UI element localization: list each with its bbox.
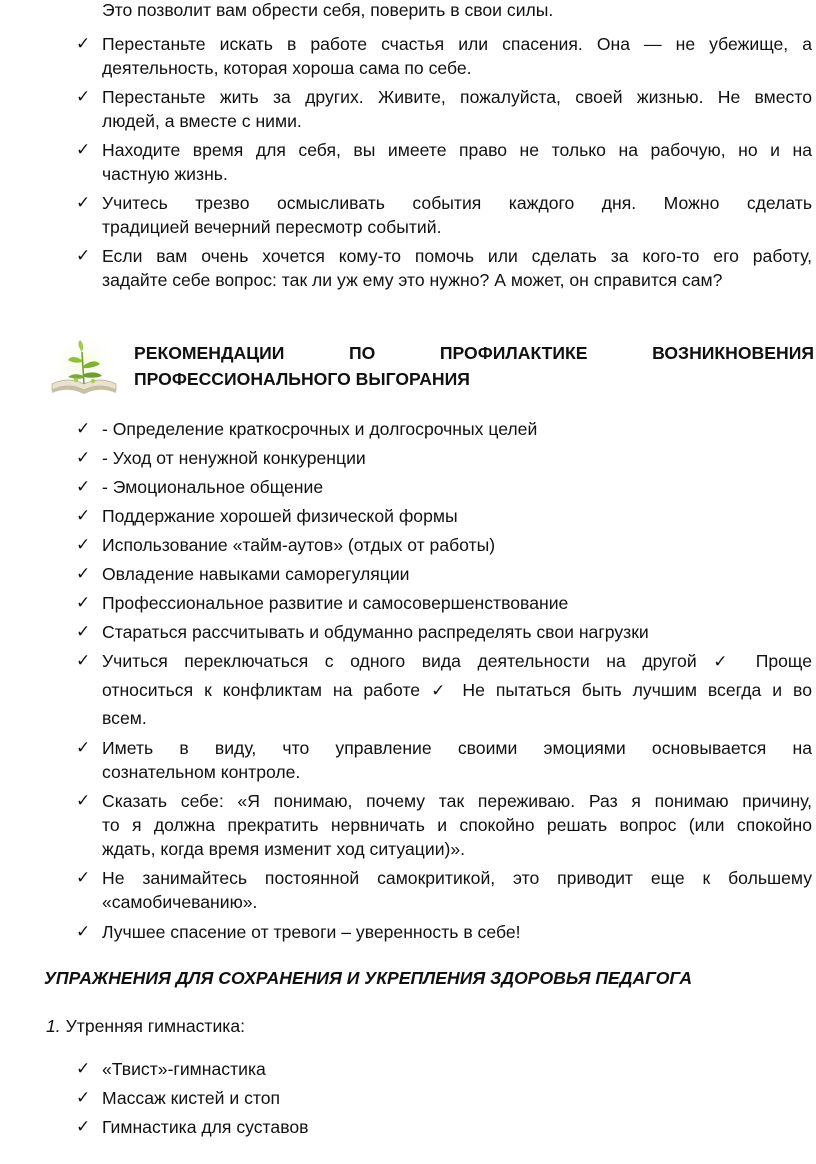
- check-icon: ✓: [76, 535, 91, 554]
- rec-more-2-line-2: то я должна прекратить нервничать и спокойно решать вопрос (или спокойно: [102, 815, 812, 835]
- check-icon: ✓: [76, 1117, 91, 1136]
- exercise-number: 1.: [46, 1016, 61, 1036]
- rec-item-7: Профессиональное развитие и самосовершенствование: [102, 593, 569, 613]
- check-icon: ✓: [76, 419, 91, 438]
- rec-item-3: - Эмоциональное общение: [102, 477, 324, 497]
- tip-2-line-1: Перестаньте жить за других. Живите, пожалуйста, своей жизнью. Не вместо: [102, 87, 812, 107]
- rec-combined-line-3: всем.: [102, 708, 147, 728]
- rec-combined-part-4: Не пытаться быть лучшим всегда и во: [462, 680, 812, 700]
- tip-3-line-2: частную жизнь.: [102, 164, 228, 184]
- heading-line-2: ПРОФЕССИОНАЛЬНОГО ВЫГОРАНИЯ: [134, 369, 470, 389]
- rec-combined-line-1: [102, 649, 812, 674]
- check-icon: ✓: [76, 564, 91, 583]
- check-icon: ✓: [76, 738, 91, 757]
- check-icon: ✓: [76, 791, 91, 810]
- rec-item-4: Поддержание хорошей физической формы: [102, 506, 458, 526]
- exercise-1-heading: [46, 1014, 245, 1038]
- rec-more-3-line-1: Не занимайтесь постоянной самокритикой, это приводит еще к большему: [102, 868, 812, 888]
- rec-more-3-line-2: «самобичеванию».: [102, 892, 258, 912]
- check-icon: ✓: [76, 34, 91, 53]
- exercise-label: Утренняя гимнастика:: [65, 1016, 246, 1036]
- rec-item-6: Овладение навыками саморегуляции: [102, 564, 410, 584]
- exercise-item-2: Массаж кистей и стоп: [102, 1088, 281, 1108]
- tip-5-line-2: задайте себе вопрос: так ли уж ему это нужно? А может, он справится сам?: [102, 270, 723, 290]
- tip-1-line-2: деятельность, которая хороша сама по себе.: [102, 58, 472, 78]
- check-icon: ✓: [76, 1059, 91, 1078]
- check-icon: ✓: [76, 448, 91, 467]
- check-icon: ✓: [76, 651, 91, 670]
- check-icon: ✓: [76, 506, 91, 525]
- check-icon: ✓: [76, 593, 91, 612]
- rec-item-1: - Определение краткосрочных и долгосрочных целей: [102, 419, 538, 439]
- exercise-item-3: Гимнастика для суставов: [102, 1117, 309, 1137]
- rec-combined-part-3: относиться к конфликтам на работе: [102, 680, 421, 700]
- check-icon: ✓: [76, 193, 91, 212]
- rec-combined-part-2: Проще: [755, 651, 812, 671]
- check-icon: ✓: [76, 246, 91, 265]
- check-icon: ✓: [76, 87, 91, 106]
- check-icon: ✓: [76, 1088, 91, 1107]
- heading-line-1: РЕКОМЕНДАЦИИ ПО ПРОФИЛАКТИКЕ ВОЗНИКНОВЕНИЯ: [134, 343, 814, 363]
- tip-5-line-1: Если вам очень хочется кому-то помочь или сделать за кого-то его работу,: [102, 246, 812, 266]
- tip-3-line-1: Находите время для себя, вы имеете право не только на рабочую, но и на: [102, 140, 812, 160]
- rec-item-2: - Уход от ненужной конкуренции: [102, 448, 366, 468]
- rec-item-5: Использование «тайм-аутов» (отдых от работы): [102, 535, 496, 555]
- rec-more-1-line-2: сознательном контроле.: [102, 762, 301, 782]
- book-sprout-illustration: [46, 338, 122, 398]
- check-icon: ✓: [76, 922, 91, 941]
- exercise-item-1: «Твист»-гимнастика: [102, 1059, 266, 1079]
- tip-4-line-2: традицией вечерний пересмотр событий.: [102, 217, 442, 237]
- check-icon: ✓: [431, 681, 452, 700]
- check-icon: ✓: [76, 140, 91, 159]
- check-icon: ✓: [76, 868, 91, 887]
- rec-combined-part-1: Учиться переключаться с одного вида деятельности на другой: [102, 651, 697, 671]
- tip-2-line-2: людей, а вместе с ними.: [102, 111, 302, 131]
- rec-combined-line-2: [102, 678, 812, 703]
- rec-more-1-line-1: Иметь в виду, что управление своими эмоциями основывается на: [102, 738, 812, 758]
- tip-1-line-1: Перестаньте искать в работе счастья или спасения. Она — не убежище, а: [102, 34, 812, 54]
- tip-4-line-1: Учитесь трезво осмысливать события каждого дня. Можно сделать: [102, 193, 812, 213]
- check-icon: ✓: [713, 652, 740, 671]
- rec-more-2-line-1: Сказать себе: «Я понимаю, почему так переживаю. Раз я понимаю причину,: [102, 791, 812, 811]
- exercises-title: УПРАЖНЕНИЯ ДЛЯ СОХРАНЕНИЯ И УКРЕПЛЕНИЯ ЗДОРОВЬЯ ПЕДАГОГА: [44, 968, 693, 988]
- check-icon: ✓: [76, 622, 91, 641]
- check-icon: ✓: [76, 477, 91, 496]
- rec-more-2-line-3: ждать, когда время изменит ход ситуации)».: [102, 839, 466, 859]
- rec-more-4-line-1: Лучшее спасение от тревоги – уверенность в себе!: [102, 922, 521, 942]
- rec-item-8: Стараться рассчитывать и обдуманно распределять свои нагрузки: [102, 622, 649, 642]
- recommendations-heading: [134, 340, 814, 392]
- intro-line: Это позволит вам обрести себя, поверить в свои силы.: [102, 0, 554, 20]
